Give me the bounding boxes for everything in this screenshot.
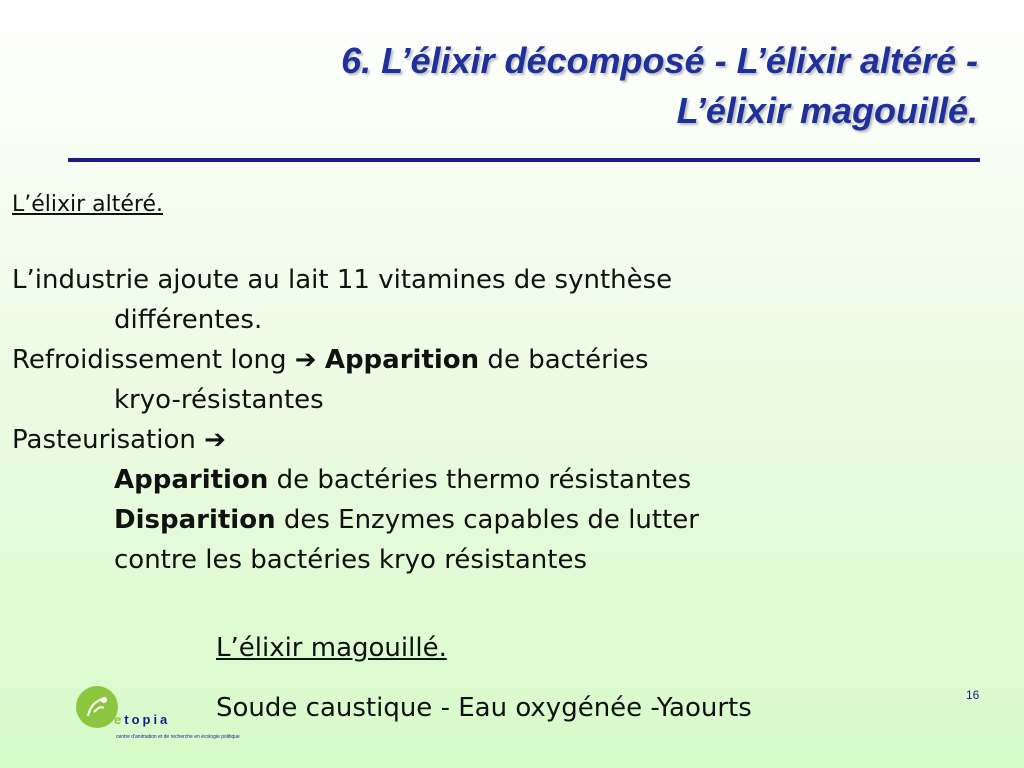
text-line: différentes.: [114, 305, 263, 335]
section-altere-heading: L’élixir altéré.: [12, 192, 164, 217]
title-divider: [68, 158, 980, 162]
text-line: [12, 340, 699, 380]
leaf-icon: [76, 686, 118, 728]
arrow-icon: ➔: [204, 425, 226, 455]
text-line: [12, 460, 699, 500]
text-line: [12, 420, 699, 460]
text-line: L’industrie ajoute au lait 11 vitamines de synthèse: [12, 265, 673, 295]
text-line: kryo-résistantes: [114, 385, 324, 415]
text-fragment: de bactéries thermo résistantes: [268, 465, 692, 495]
text-fragment: des Enzymes capables de lutter: [275, 505, 699, 535]
logo-wordmark: etopia: [114, 712, 171, 727]
section-magouille-text: Soude caustique - Eau oxygénée -Yaourts: [216, 693, 752, 723]
keyword: Apparition: [324, 345, 480, 375]
arrow-icon: ➔: [294, 345, 317, 375]
slide-title-line1: 6. L’élixir décomposé - L’élixir altéré -: [341, 40, 978, 81]
etopia-logo: [72, 684, 282, 746]
text-fragment: Pasteurisation: [12, 425, 196, 455]
logo-tagline: centre d'animation et de recherche en écologie politique: [116, 734, 240, 740]
keyword: Disparition: [114, 505, 276, 535]
text-fragment: de bactéries: [479, 345, 649, 375]
text-line: contre les bactéries kryo résistantes: [114, 545, 588, 575]
section-altere: [12, 190, 699, 580]
text-fragment: Refroidissement long: [12, 345, 287, 375]
page-number: 16: [966, 688, 980, 702]
slide-title: [341, 36, 978, 136]
text-line: [12, 500, 699, 540]
keyword: Apparition: [114, 465, 269, 495]
section-magouille-heading: L’élixir magouillé.: [216, 633, 447, 663]
slide-title-line2: L’élixir magouillé.: [676, 90, 978, 131]
